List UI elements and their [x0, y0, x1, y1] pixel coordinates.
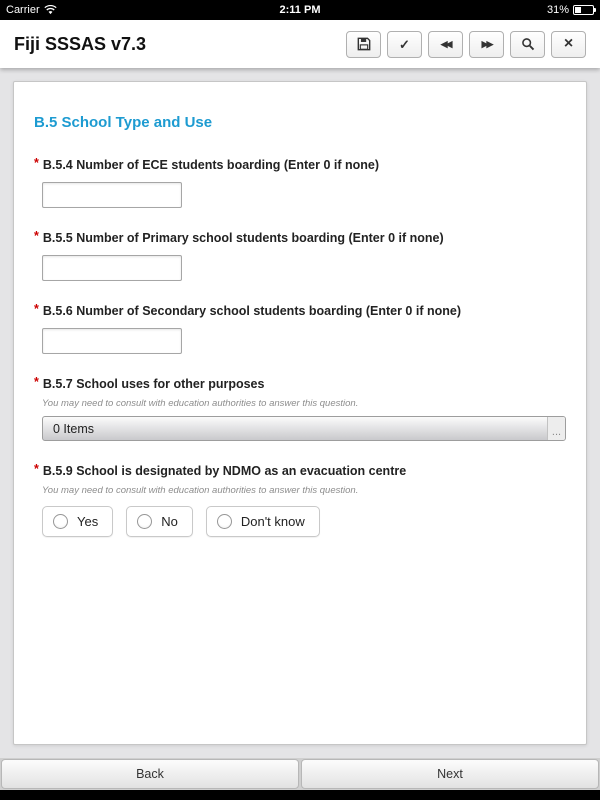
question-label: B.5.5 Number of Primary school students boarding (Enter 0 if none) [42, 231, 444, 245]
question-hint: You may need to consult with education authorities to answer this question. [42, 398, 359, 409]
question-b54 [34, 157, 566, 208]
question-b59 [34, 463, 566, 537]
search-icon [521, 37, 535, 51]
save-button[interactable] [346, 31, 381, 58]
question-b55 [34, 230, 566, 281]
home-strip [0, 790, 600, 800]
footer-nav [0, 758, 600, 790]
required-marker: * [34, 462, 39, 476]
close-button[interactable] [551, 31, 586, 58]
rewind-icon: ◀◀ [440, 38, 451, 49]
header-toolbar [346, 31, 586, 58]
status-right [547, 4, 594, 16]
status-bar [0, 0, 600, 20]
clock: 2:11 PM [279, 4, 321, 16]
accept-button[interactable] [387, 31, 422, 58]
multiselect-more-button[interactable]: ... [547, 417, 565, 440]
next-button[interactable]: Next [301, 759, 599, 789]
wifi-icon [44, 5, 57, 15]
carrier-label: Carrier [6, 4, 40, 16]
radio-option-yes[interactable] [42, 506, 113, 537]
question-label: B.5.6 Number of Secondary school students boarding (Enter 0 if none) [42, 304, 461, 318]
back-button[interactable]: Back [1, 759, 299, 789]
battery-percent: 31% [546, 4, 569, 16]
app-title: Fiji SSSAS v7.3 [14, 33, 147, 54]
question-b56 [34, 303, 566, 354]
battery-icon [573, 5, 594, 15]
save-icon [357, 37, 371, 51]
required-marker: * [34, 156, 39, 170]
multiselect-value: 0 Items [53, 421, 94, 436]
required-marker: * [34, 302, 39, 316]
question-label: B.5.7 School uses for other purposes [42, 377, 265, 391]
required-marker: * [34, 229, 39, 243]
check-icon: ✓ [399, 36, 410, 52]
previous-page-button[interactable] [428, 31, 463, 58]
form-card [13, 81, 587, 745]
search-button[interactable] [510, 31, 545, 58]
radio-icon[interactable] [137, 514, 152, 529]
question-b57 [34, 376, 566, 441]
radio-label: Don't know [240, 514, 305, 529]
fast-forward-icon: ▶▶ [481, 38, 492, 49]
status-left [6, 4, 57, 16]
question-label: B.5.9 School is designated by NDMO as an evacuation centre [42, 464, 407, 478]
next-page-button[interactable] [469, 31, 504, 58]
b59-radio-group [42, 506, 566, 537]
b54-boarding-input[interactable] [42, 182, 182, 208]
question-hint: You may need to consult with education authorities to answer this question. [42, 485, 359, 496]
required-marker: * [34, 375, 39, 389]
radio-option-no[interactable] [126, 506, 193, 537]
close-icon: × [563, 35, 574, 52]
form-scroll-area[interactable] [0, 68, 600, 758]
radio-icon[interactable] [217, 514, 232, 529]
radio-label: Yes [77, 514, 99, 529]
b55-boarding-input[interactable] [42, 255, 182, 281]
app-header [0, 20, 600, 68]
radio-icon[interactable] [53, 514, 68, 529]
radio-option-dont-know[interactable] [206, 506, 320, 537]
question-label: B.5.4 Number of ECE students boarding (Enter 0 if none) [42, 158, 380, 172]
b57-multiselect[interactable] [42, 416, 566, 441]
radio-label: No [161, 514, 178, 529]
section-title: B.5 School Type and Use [34, 114, 213, 131]
b56-boarding-input[interactable] [42, 328, 182, 354]
